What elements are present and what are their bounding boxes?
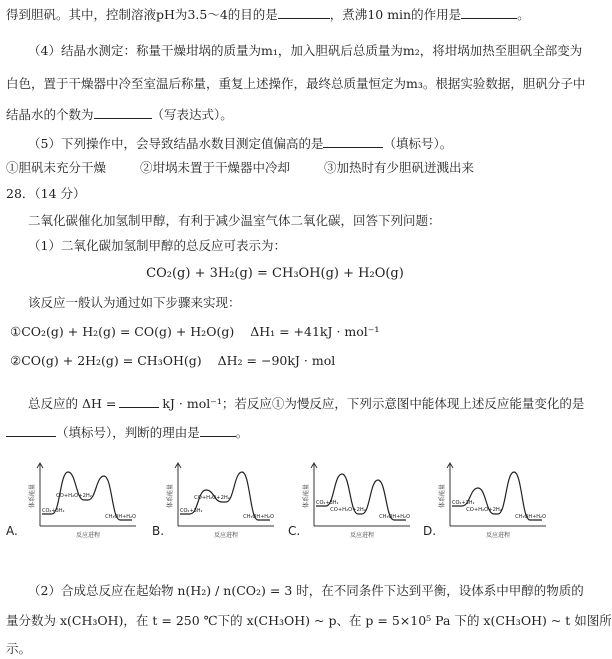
label-intermediate: CO+H₂O+2H₂ bbox=[466, 507, 502, 513]
var-m3: m₃ bbox=[406, 76, 423, 91]
text-fragment: 白色，置于干燥器中冷至室温后称量，重复上述操作，最终总质量恒定为 bbox=[6, 76, 407, 91]
label-reactants: CO₂+3H₂ bbox=[180, 508, 203, 514]
q28-part2-line2: 量分数为 x(CH₃OH)，在 t = 250 ℃下的 x(CH₃OH) ~ p、在 p = 5×10⁵ Pa 下的 x(CH₃OH) ~ t 如图所 bbox=[6, 613, 612, 628]
energy-diagram-d bbox=[436, 462, 548, 540]
label-products: CH₃OH+H₂O bbox=[105, 514, 136, 520]
text-fragment: ，将坩埚加热至胆矾全部变为 bbox=[419, 43, 583, 58]
answer-blank[interactable] bbox=[461, 6, 517, 19]
text-fragment: 总反应的 ΔH = bbox=[28, 396, 117, 411]
option-3[interactable]: ③加热时有少胆矾迸溅出来 bbox=[324, 160, 475, 175]
q28-part2-line1: （2）合成总反应在起始物 n(H₂) / n(CO₂) = 3 时，在不同条件下达到平衡，设体系中甲醇的物质的 bbox=[28, 583, 584, 598]
text-fragment: 得到胆矾。其中，控制溶液 bbox=[6, 7, 157, 22]
text-line-1 bbox=[6, 6, 550, 23]
var-m2: m₂ bbox=[402, 43, 420, 58]
text-fragment: （填标号），判断的理由是 bbox=[56, 425, 200, 440]
step-1 bbox=[10, 324, 550, 340]
answer-blank[interactable] bbox=[200, 424, 236, 437]
q5-line bbox=[6, 135, 550, 152]
q28-part2-line3: 示。 bbox=[6, 641, 32, 656]
label-reactants: CO₂+3H₂ bbox=[42, 508, 65, 514]
label-reactants: CO₂+3H₂ bbox=[316, 500, 339, 506]
text-fragment: 的目的是 bbox=[227, 7, 278, 22]
label-intermediate: CO+H₂O+2H₂ bbox=[56, 493, 92, 499]
text-fragment: 。 bbox=[235, 425, 249, 440]
energy-diagram-a bbox=[26, 462, 138, 540]
text-ph-range: 3.5～4 bbox=[187, 7, 228, 22]
answer-blank[interactable] bbox=[323, 135, 383, 148]
answer-blank[interactable] bbox=[278, 6, 330, 19]
answer-blank[interactable] bbox=[94, 106, 152, 119]
text-fragment: 为 bbox=[174, 7, 188, 22]
text-fragment: ，煮沸 bbox=[329, 7, 368, 22]
q28-intro: 二氧化碳催化加氢制甲醇，有利于减少温室气体二氧化碳，回答下列问题： bbox=[28, 213, 441, 228]
q4-line-2 bbox=[6, 76, 586, 92]
text-fragment: （写表达式）。 bbox=[151, 107, 233, 122]
option-letter-a[interactable]: A. bbox=[6, 524, 18, 538]
q5-options bbox=[6, 160, 550, 176]
q4-line-3 bbox=[6, 106, 550, 123]
x-axis-label: 反应进程 bbox=[485, 532, 511, 539]
label-products: CH₃OH+H₂O bbox=[379, 514, 410, 520]
text-fragment: ，加入胆矾后总质量为 bbox=[277, 43, 403, 58]
option-letter-b[interactable]: B. bbox=[152, 524, 165, 538]
text-fragment: 。根据实验数据，胆矾分子中 bbox=[422, 76, 586, 91]
text-fragment: 。 bbox=[517, 7, 530, 22]
label-reactants: CO₂+3H₂ bbox=[452, 500, 475, 506]
steps-intro: 该反应一般认为通过如下步骤来实现： bbox=[28, 295, 241, 310]
total-dh-line bbox=[6, 395, 585, 412]
q28-part1: （1）二氧化碳加氢制甲醇的总反应可表示为： bbox=[28, 238, 286, 253]
answer-blank[interactable] bbox=[6, 424, 56, 437]
text-fragment: kJ · mol⁻¹；若反应①为慢反应，下列示意图中能体现上述反应能量变化的是 bbox=[162, 396, 585, 411]
y-axis-label: 体系能量 bbox=[29, 483, 36, 509]
y-axis-label: 体系能量 bbox=[303, 483, 310, 509]
y-axis-label: 体系能量 bbox=[439, 483, 446, 509]
option-1[interactable]: ①胆矾未充分干燥 bbox=[6, 160, 107, 175]
text-fragment: （填标号）。 bbox=[383, 136, 453, 151]
text-fragment: 结晶水的个数为 bbox=[6, 107, 94, 122]
y-axis-label: 体系能量 bbox=[167, 483, 174, 509]
option-letter-c[interactable]: C. bbox=[288, 524, 301, 538]
label-intermediate: CO+H₂O+2H₂ bbox=[330, 507, 366, 513]
energy-diagram-c bbox=[300, 462, 412, 540]
label-products: CH₃OH+H₂O bbox=[243, 514, 274, 520]
label-products: CH₃OH+H₂O bbox=[515, 514, 546, 520]
q4-line-1 bbox=[6, 43, 583, 59]
text-fragment: 的作用是 bbox=[411, 7, 462, 22]
step2-equation: ②CO(g) + 2H₂(g) = CH₃OH(g) bbox=[10, 353, 202, 368]
step1-equation: ①CO₂(g) + H₂(g) = CO(g) + H₂O(g) bbox=[10, 324, 235, 339]
energy-diagram-b bbox=[164, 462, 276, 540]
answer-blank[interactable] bbox=[119, 395, 159, 408]
option-2[interactable]: ②坩埚未置于干燥器中冷却 bbox=[140, 160, 291, 175]
text-fragment: （4）结晶水测定：称量干燥坩埚的质量为 bbox=[28, 43, 261, 58]
total-dh-line-2 bbox=[6, 424, 550, 441]
var-m1: m₁ bbox=[260, 43, 278, 58]
step2-enthalpy: ΔH₂ = −90kJ · mol bbox=[217, 353, 336, 368]
question-header: 28．（14 分） bbox=[6, 186, 86, 201]
x-axis-label: 反应进程 bbox=[75, 532, 101, 539]
option-letter-d[interactable]: D. bbox=[423, 524, 437, 538]
text-time: 10 min bbox=[367, 7, 412, 22]
step1-enthalpy: ΔH₁ = +41kJ · mol⁻¹ bbox=[250, 324, 380, 339]
overall-equation: CO₂(g) + 3H₂(g) = CH₃OH(g) + H₂O(g) bbox=[146, 266, 404, 281]
text-fragment: （5）下列操作中，会导致结晶水数目测定值偏高的是 bbox=[28, 136, 324, 151]
step-2 bbox=[10, 353, 550, 369]
label-intermediate: CO+H₂O+2H₂ bbox=[194, 495, 230, 501]
x-axis-label: 反应进程 bbox=[213, 532, 239, 539]
text-ph: pH bbox=[156, 7, 175, 22]
x-axis-label: 反应进程 bbox=[349, 532, 375, 539]
